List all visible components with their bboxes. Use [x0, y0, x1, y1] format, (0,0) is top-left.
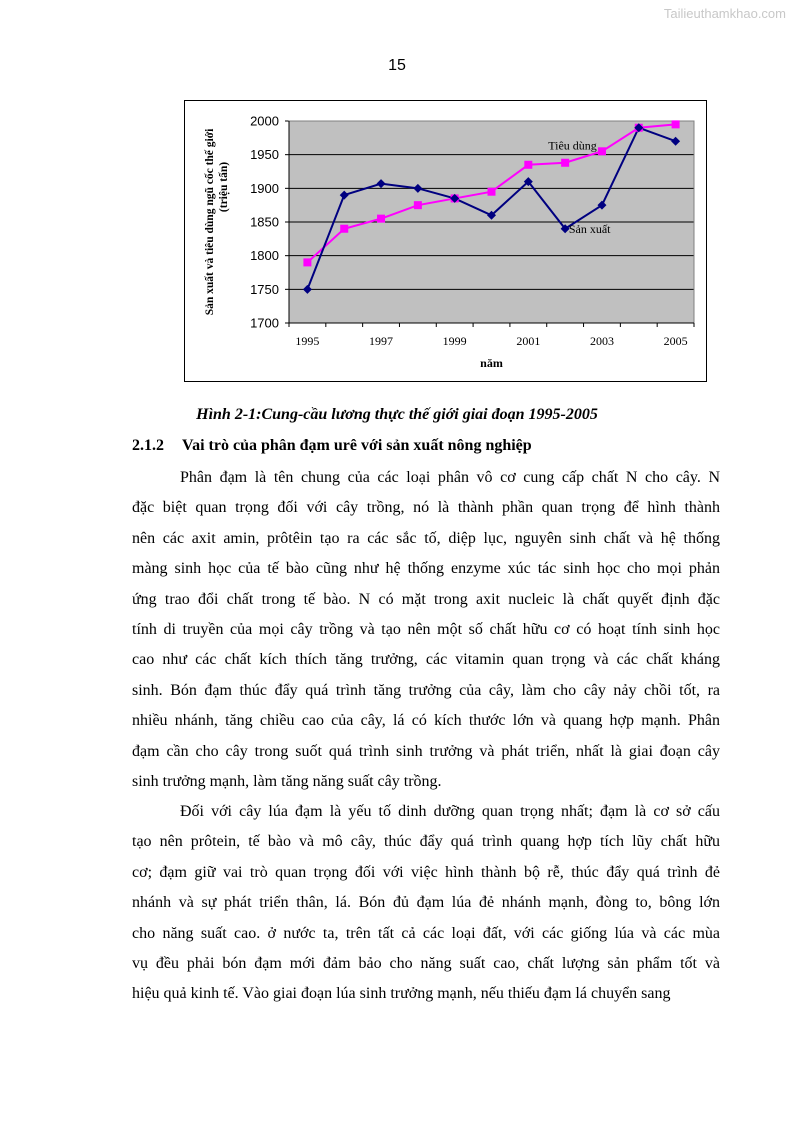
series-label-consumption: Tiêu dùng — [548, 138, 597, 153]
paragraph-line: tạo nên prôtein, tế bào và mô cây, thúc đẩy quá trình quang hợp tích lũy chất hữu — [132, 833, 720, 851]
y-tick-label: 2000 — [250, 113, 279, 129]
section-number: 2.1.2 — [132, 437, 164, 454]
consumption-point — [488, 188, 496, 196]
y-tick-label: 1800 — [250, 248, 279, 264]
paragraph-line: nhánh và sự phát triển thân, lá. Bón đủ đạm lúa đẻ nhánh mạnh, đòng to, bông lớn — [132, 894, 720, 912]
y-tick-label: 1900 — [250, 180, 279, 196]
paragraph-line: nên các axit amin, prôtêin tạo ra các sắc tố, diệp lục, nguyên sinh chất và hệ thống — [132, 529, 720, 547]
paragraph-line: màng sinh học của tế bào cũng như hệ thống enzyme xúc tác sinh học cho mọi phản — [132, 560, 720, 578]
paragraph-line: đạm cần cho cây trong suốt quá trình sinh trưởng và phát triển, nhất là giai đoạn cây — [132, 742, 720, 760]
paragraph-line: cơ; đạm giữ vai trò quan trọng đối với việc hình thành bộ rễ, thúc đẩy quá trình đẻ — [132, 863, 720, 881]
consumption-point — [672, 120, 680, 128]
chart — [184, 100, 707, 382]
x-tick-label: 2003 — [589, 334, 614, 348]
page-number: 15 — [388, 57, 406, 74]
consumption-point — [598, 147, 606, 155]
y-tick-label: 1750 — [250, 281, 279, 297]
section-heading — [132, 437, 732, 455]
paragraph-2 — [132, 797, 720, 1010]
x-tick-label: 1995 — [295, 334, 320, 348]
y-tick-label: 1950 — [250, 147, 279, 163]
consumption-point — [561, 159, 569, 167]
section-title: Vai trò của phân đạm urê với sản xuất nông nghiệp — [182, 437, 532, 454]
y-axis-unit: (triệu tấn) — [218, 161, 230, 213]
x-tick-label: 2001 — [516, 334, 541, 348]
paragraph-line: Phân đạm là tên chung của các loại phân vô cơ cung cấp chất N cho cây. N — [180, 469, 720, 486]
consumption-point — [340, 225, 348, 233]
paragraph-line: ứng trao đổi chất trong tế bào. N có mặt trong axit nucleic là chất quyết định đặc — [132, 590, 720, 608]
x-tick-label: 2005 — [663, 334, 688, 348]
consumption-point — [303, 258, 311, 266]
paragraph-1 — [132, 463, 720, 797]
watermark: Tailieuthamkhao.com — [663, 6, 786, 21]
x-tick-label: 1997 — [369, 334, 394, 348]
y-axis-title: Sản xuất và tiêu dùng ngũ cốc thế giới — [204, 128, 216, 316]
paragraph-line: cao như các chất kích thích tăng trưởng, các vitamin quan trọng và các chất kháng — [132, 651, 720, 669]
consumption-point — [377, 215, 385, 223]
paragraph-line: hiệu quả kinh tế. Vào giai đoạn lúa sinh trưởng mạnh, nếu thiếu đạm lá chuyển sang — [132, 985, 671, 1003]
x-tick-label: 1999 — [442, 334, 467, 348]
paragraph-line: cho năng suất cao. ở nước ta, trên tất cả các loại đất, với các giống lúa và các mùa — [132, 924, 720, 942]
consumption-point — [524, 161, 532, 169]
paragraph-line: Đối với cây lúa đạm là yếu tố dinh dưỡng quan trọng nhất; đạm là cơ sở cấu — [180, 803, 720, 820]
paragraph-line: tính di truyền của mọi cây trồng và tạo nên một số chất hữu cơ có hoạt tính sinh học — [132, 621, 720, 639]
figure-caption: Hình 2-1:Cung-cầu lương thực thế giới giai đoạn 1995-2005 — [196, 406, 598, 423]
consumption-point — [414, 201, 422, 209]
paragraph-line: đặc biệt quan trọng đối với cây trồng, nó là thành phần quan trọng để hình thành — [132, 499, 720, 517]
paragraph-line: nhiều nhánh, tăng chiều cao của cây, lá có kích thước lớn và quang hợp mạnh. Phân — [132, 712, 720, 730]
paragraph-line: vụ đều phải bón đạm mới đảm bảo cho năng suất cao, chất lượng sản phẩm tốt và — [132, 955, 720, 973]
x-axis-title: năm — [480, 356, 503, 370]
paragraph-line: sinh. Bón đạm thúc đẩy quá trình tăng trưởng của cây, làm cho cây nảy chồi tốt, ra — [132, 681, 720, 699]
y-tick-label: 1850 — [250, 214, 279, 230]
series-label-production: Sản xuất — [568, 221, 611, 236]
chart-svg — [185, 101, 708, 383]
y-tick-label: 1700 — [250, 315, 279, 331]
paragraph-line: sinh trưởng mạnh, làm tăng năng suất cây trồng. — [132, 773, 442, 791]
